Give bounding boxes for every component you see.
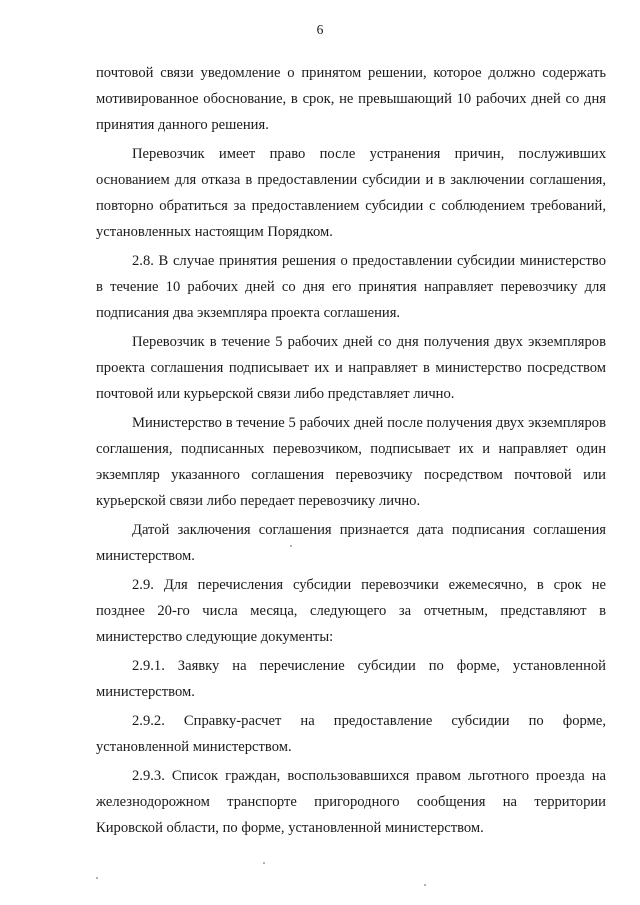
page-number: 6 (316, 22, 324, 37)
paragraph-continuation: почтовой связи уведомление о принятом решении, которое должно содержать мотивированное обоснование, в срок, не превышающий 10 рабочих дней со дня принятия данного решения. (96, 65, 606, 133)
scan-speck (424, 884, 426, 886)
paragraph: Перевозчик имеет право после устранения причин, послуживших основанием для отказа в предоставлении субсидии и в заключении соглашения, повторно обратиться за предоставлением субсидии с соблюдением требований, установленных настоящим Порядком. (96, 146, 606, 240)
paragraph-clause-2-9-2: 2.9.2. Справку-расчет на предоставление субсидии по форме, установленной министерством. (96, 713, 606, 755)
paragraph-clause-2-9: 2.9. Для перечисления субсидии перевозчики ежемесячно, в срок не позднее 20-го числа месяца, следующего за отчетным, представляют в министерство следующие документы: (96, 577, 606, 645)
paragraph-clause-2-8: 2.8. В случае принятия решения о предоставлении субсидии министерство в течение 10 рабочих дней со дня его принятия направляет перевозчику для подписания два экземпляра проекта соглашения. (96, 253, 606, 321)
paragraph: Датой заключения соглашения признается дата подписания соглашения министерством. (96, 522, 606, 564)
paragraph: Министерство в течение 5 рабочих дней после получения двух экземпляров соглашения, подписанных перевозчиком, подписывает их и направляет один экземпляр указанного соглашения перевозчику посредством почтовой или курьерской связи либо передает перевозчику лично. (96, 415, 606, 509)
document-body (96, 60, 606, 844)
scan-speck (96, 877, 98, 879)
paragraph-clause-2-9-3: 2.9.3. Список граждан, воспользовавшихся правом льготного проезда на железнодорожном транспорте пригородного сообщения на территории Кировской области, по форме, установленной министерством. (96, 768, 606, 836)
paragraph-clause-2-9-1: 2.9.1. Заявку на перечисление субсидии по форме, установленной министерством. (96, 658, 606, 700)
scan-speck (263, 862, 265, 864)
paragraph: Перевозчик в течение 5 рабочих дней со дня получения двух экземпляров проекта соглашения подписывает их и направляет в министерство посредством почтовой или курьерской связи либо представляет лично. (96, 334, 606, 402)
scan-speck (290, 545, 292, 547)
